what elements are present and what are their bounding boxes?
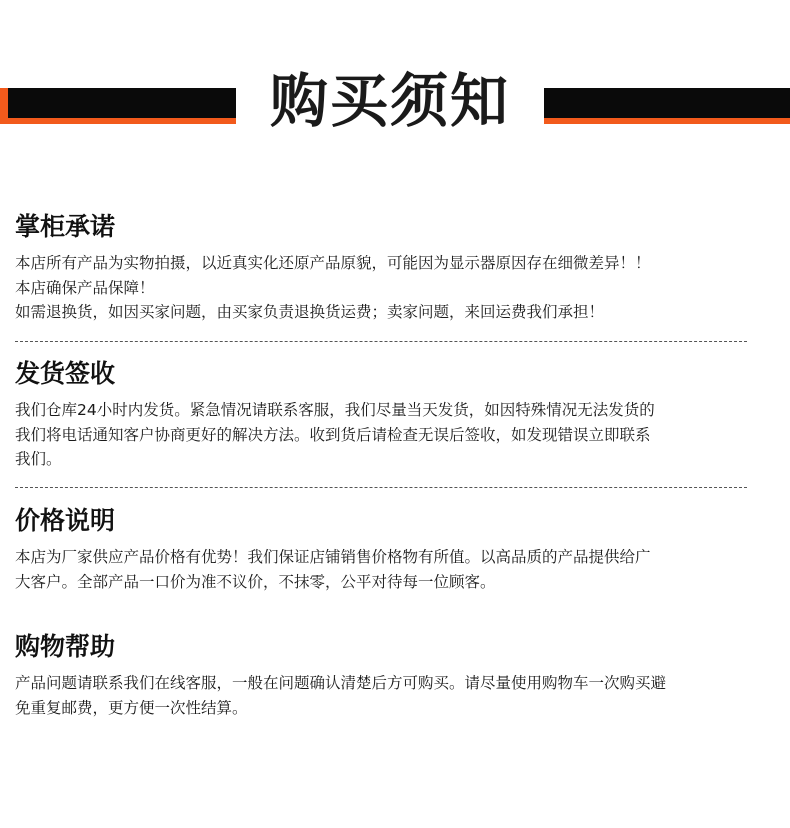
section-line: 如需退换货，如因买家问题，由买家负责退换货运费；卖家问题，来回运费我们承担！ [15, 303, 605, 321]
section-help [15, 631, 760, 720]
section-line: 我们。 [15, 450, 62, 468]
section-line: 本店为厂家供应产品价格有优势！我们保证店铺销售价格物有所值。以高品质的产品提供给广 [15, 548, 651, 566]
banner-bar-right [544, 88, 790, 124]
section-line: 大客户。全部产品一口价为准不议价，不抹零，公平对待每一位顾客。 [15, 572, 496, 591]
section-body [15, 398, 760, 472]
section-body [15, 545, 760, 594]
section-body [15, 251, 760, 325]
section-line: 我们仓库24小时内发货。紧急情况请联系客服，我们尽量当天发货，如因特殊情况无法发货的 [15, 401, 655, 419]
section-line: 产品问题请联系我们在线客服，一般在问题确认清楚后方可购买。请尽量使用购物车一次购买避 [15, 674, 667, 692]
section-shipping [15, 358, 760, 472]
section-promise [15, 211, 760, 325]
banner-bar-left [0, 88, 236, 124]
section-title: 掌柜承诺 [15, 212, 116, 241]
header-banner [0, 60, 790, 140]
section-line: 免重复邮费，更方便一次性结算。 [15, 698, 248, 717]
divider [15, 341, 747, 342]
page-title: 购买须知 [269, 67, 510, 135]
section-line: 本店确保产品保障！ [15, 278, 155, 297]
divider [15, 487, 747, 488]
section-pricing [15, 505, 760, 594]
section-body [15, 671, 760, 720]
section-title: 发货签收 [15, 359, 116, 388]
section-line: 我们将电话通知客户协商更好的解决方法。收到货后请检查无误后签收，如发现错误立即联系 [15, 425, 651, 444]
section-title: 购物帮助 [15, 632, 116, 661]
section-line: 本店所有产品为实物拍摄，以近真实化还原产品原貌，可能因为显示器原因存在细微差异！！ [15, 254, 651, 272]
section-title: 价格说明 [15, 506, 116, 535]
